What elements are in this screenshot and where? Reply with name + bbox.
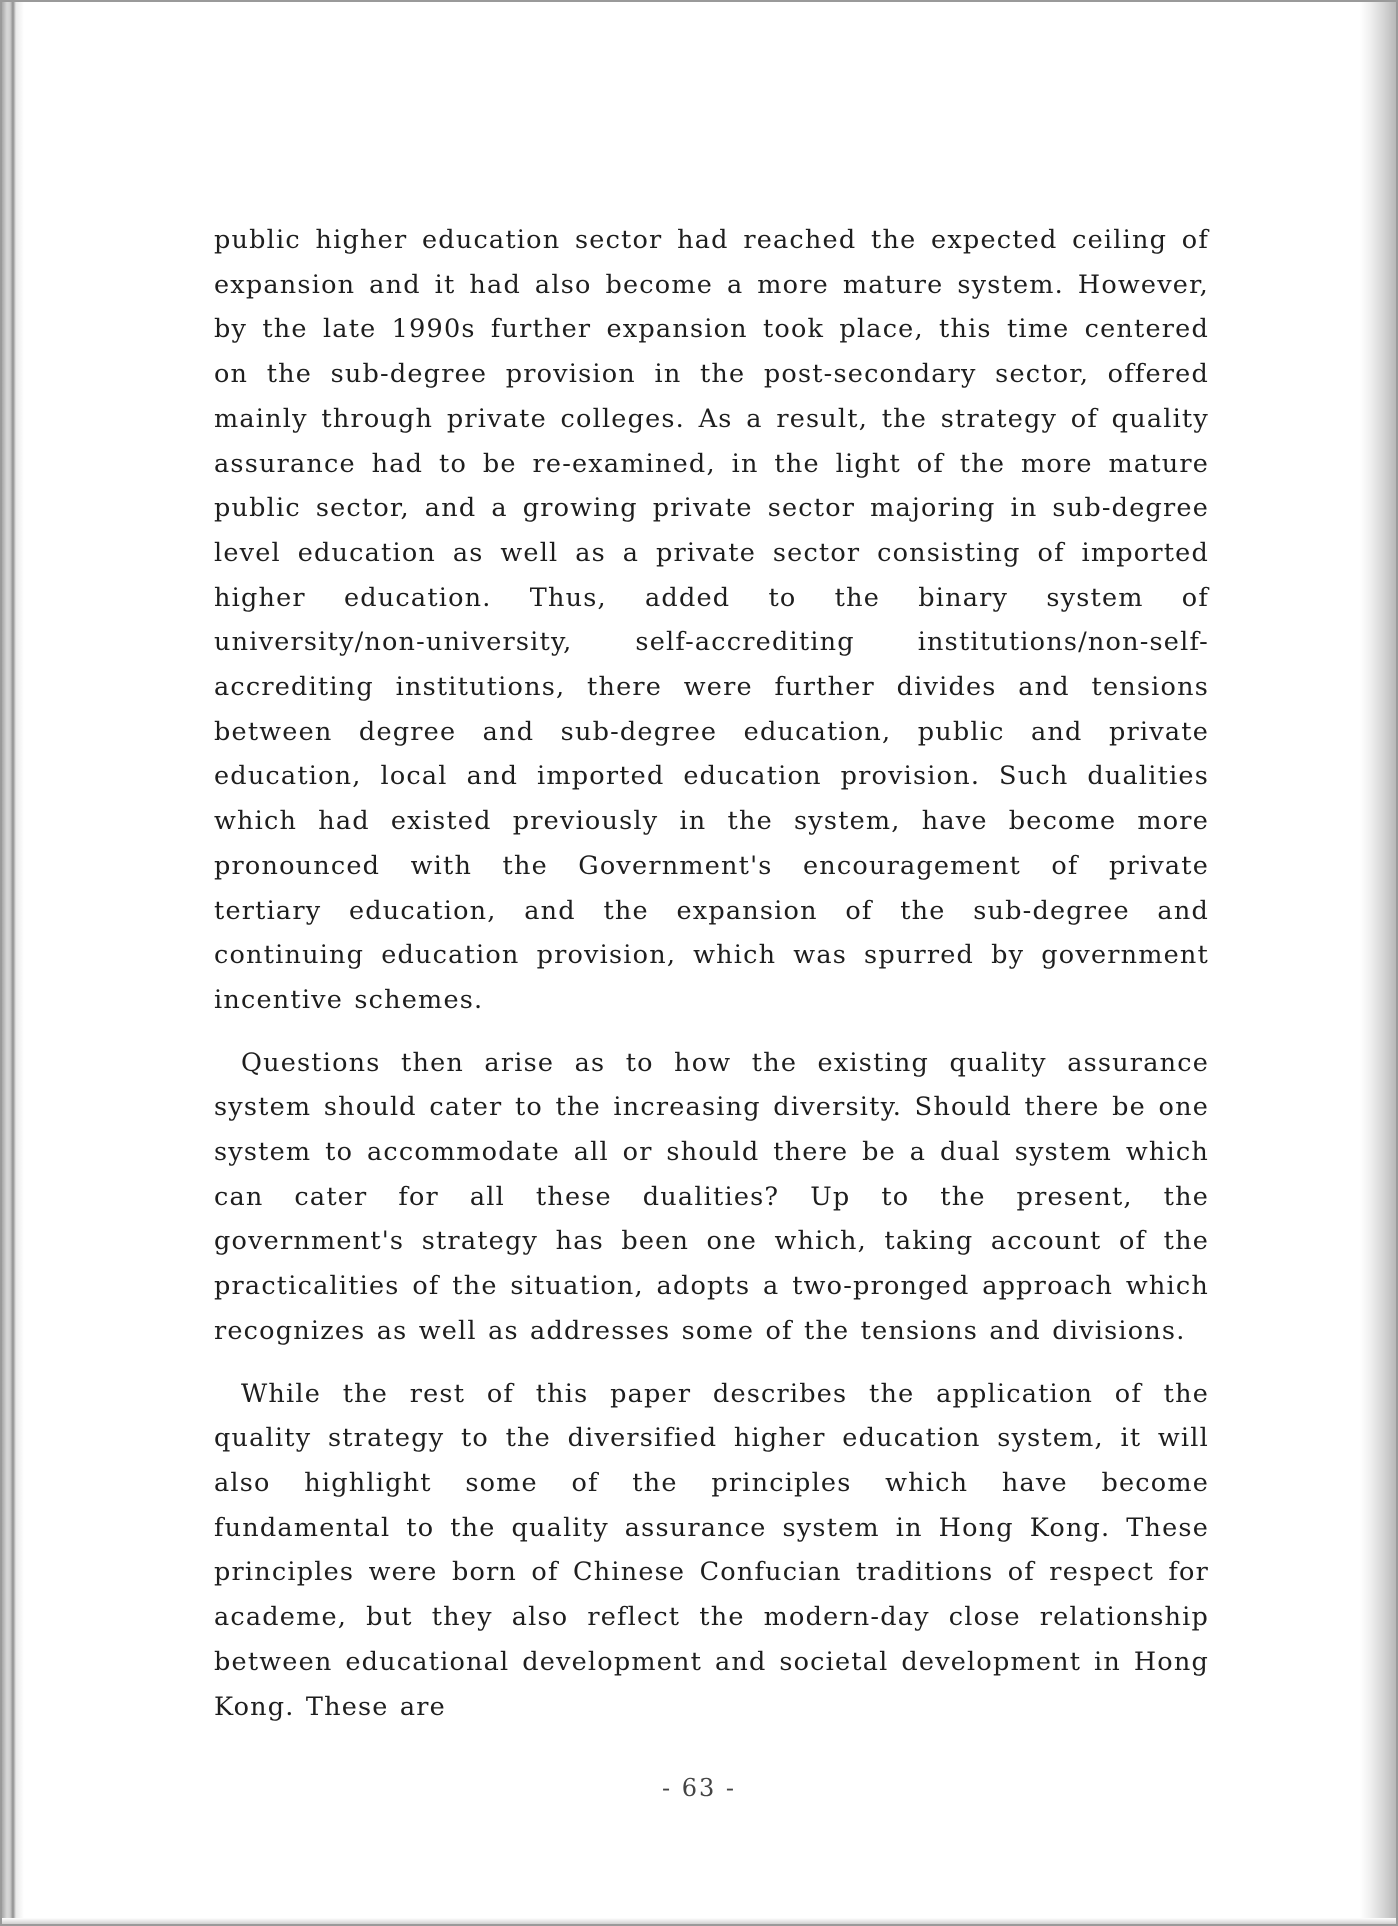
paragraph-2: Questions then arise as to how the existing quality assurance system should cater to the increasing diversity. Should there be one system to accommodate all or should there be a dual system which can cater for all these dualities? Up to the present, the government's strategy has been one which, taking account of the practicalities of the situation, adopts a two-pronged approach which recognizes as well as addresses some of the tensions and divisions. [214,1047,1209,1346]
paragraph-1: public higher education sector had reached the expected ceiling of expansion and it had also become a more mature system. However, by the late 1990s further expansion took place, this time centered on the sub-degree provision in the post-secondary sector, offered mainly through private colleges. As a result, the strategy of quality assurance had to be re-examined, in the light of the more mature public sector, and a growing private sector majoring in sub-degree level education as well as a private sector consisting of imported higher education. Thus, added to the binary system of university/non-university, self-accrediting institutions/non-self-accrediting institutions, there were further divides and tensions between degree and sub-degree education, public and private education, local and imported education provision. Such dualities which had existed previously in the system, have become more pronounced with the Government's encouragement of private tertiary education, and the expansion of the sub-degree and continuing education provision, which was spurred by government incentive schemes. [214,225,1209,1015]
page-shadow [1360,2,1396,1924]
page-body [214,218,1209,1747]
page-bottom-shadow [2,1918,1396,1924]
paragraph-3: While the rest of this paper describes the application of the quality strategy to the diversified higher education system, it will also highlight some of the principles which have become fundamental to the quality assurance system in Hong Kong. These principles were born of Chinese Confucian traditions of respect for academe, but they also reflect the modern-day close relationship between educational development and societal development in Hong Kong. These are [214,1378,1209,1722]
page-stack-edge [2,2,24,1924]
page-number: - 63 - [661,1774,736,1802]
